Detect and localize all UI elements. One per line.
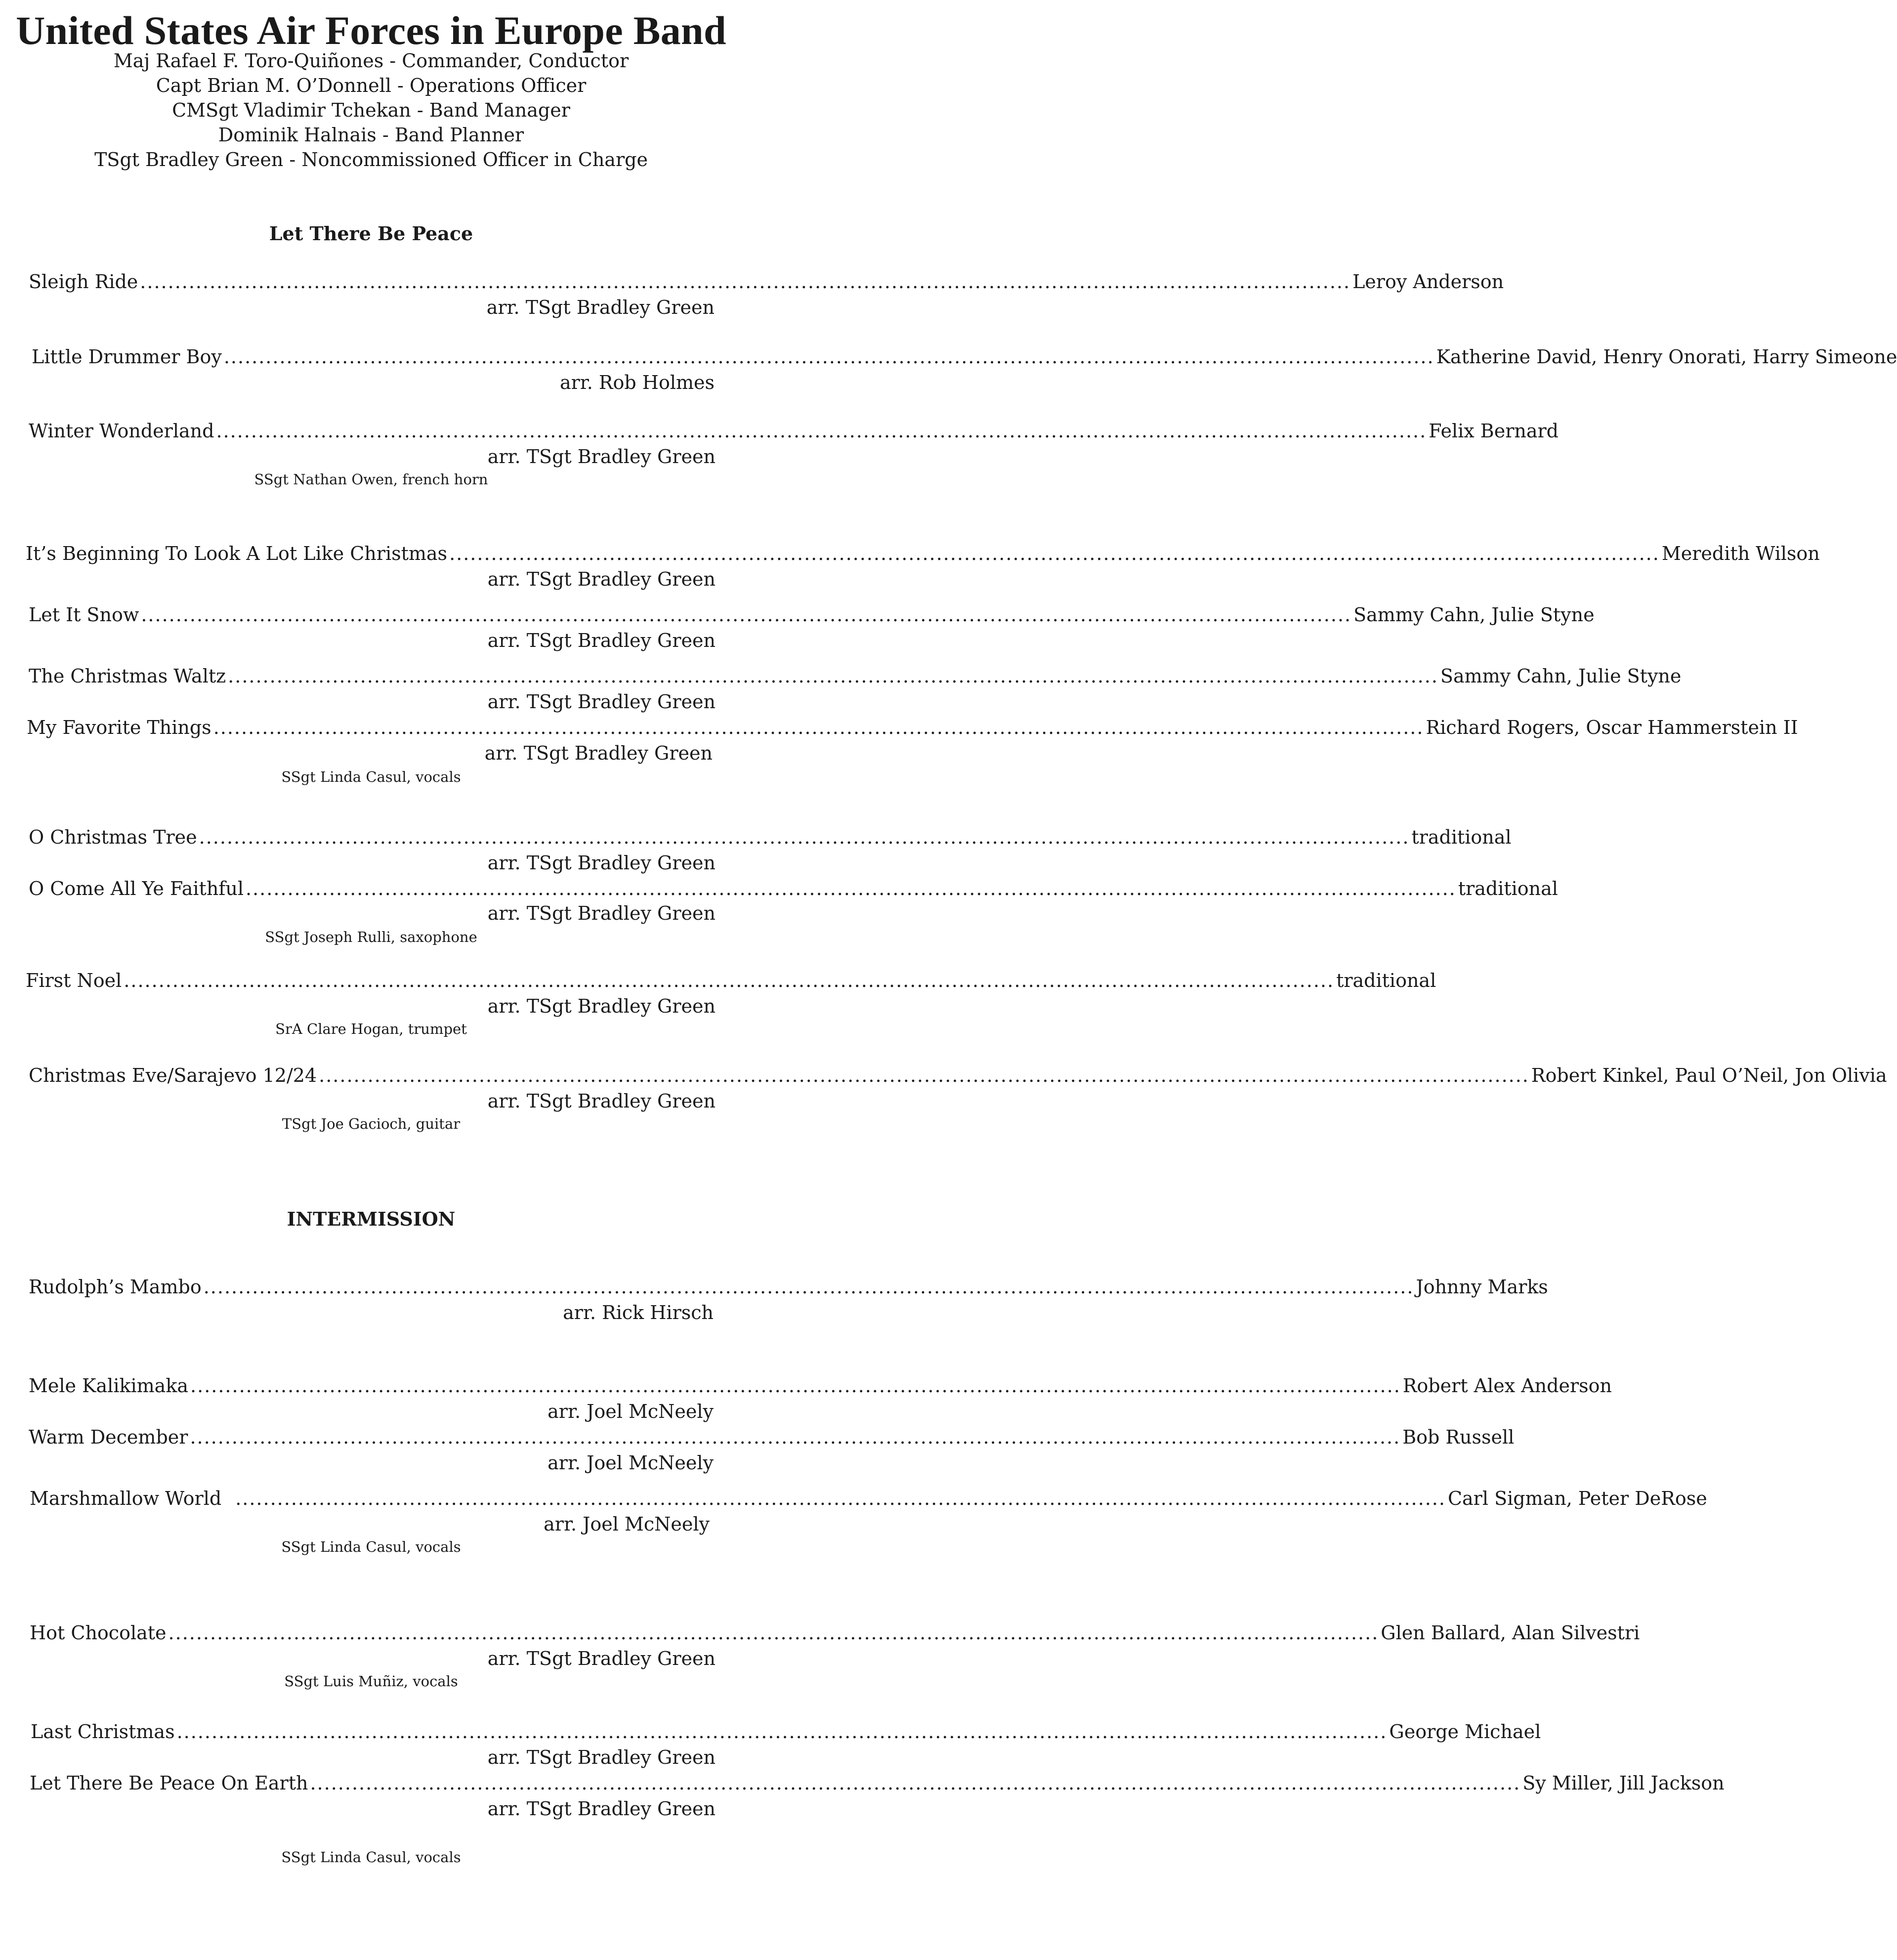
piece-composer: traditional — [1336, 970, 1436, 991]
program-entry — [29, 1424, 1515, 1450]
piece-title: O Come All Ye Faithful — [29, 878, 244, 899]
piece-arranger: arr. TSgt Bradley Green — [487, 630, 716, 651]
program-entry — [30, 1620, 1640, 1646]
piece-composer: Leroy Anderson — [1352, 271, 1504, 293]
leader-dots: .............................................................................................................................................................................. — [246, 878, 1456, 899]
performer-credit: TSgt Joe Gacioch, guitar — [282, 1115, 461, 1132]
staff-line-commander: Maj Rafael F. Toro-Quiñones - Commander, Conductor — [113, 50, 629, 72]
program-entry — [30, 1770, 1725, 1796]
piece-composer: Glen Ballard, Alan Silvestri — [1381, 1622, 1640, 1644]
piece-arranger: arr. Joel McNeely — [548, 1452, 714, 1474]
leader-dots: .............................................................................................................................................................................. — [168, 1622, 1379, 1644]
piece-composer: Richard Rogers, Oscar Hammerstein II — [1426, 717, 1798, 738]
piece-arranger: arr. TSgt Bradley Green — [487, 691, 716, 713]
leader-dots: .............................................................................................................................................................................. — [213, 717, 1424, 738]
leader-dots: .............................................................................................................................................................................. — [449, 543, 1660, 564]
program-entry — [26, 968, 1436, 993]
piece-title: O Christmas Tree — [29, 826, 197, 848]
program-entry — [29, 602, 1595, 628]
program-entry — [29, 1063, 1887, 1088]
program-entry — [27, 715, 1798, 740]
piece-arranger: arr. TSgt Bradley Green — [487, 446, 716, 468]
staff-line-planner: Dominik Halnais - Band Planner — [218, 124, 524, 146]
piece-arranger: arr. TSgt Bradley Green — [487, 568, 716, 590]
leader-dots: .............................................................................................................................................................................. — [216, 420, 1427, 442]
piece-composer: Robert Alex Anderson — [1402, 1375, 1612, 1397]
leader-dots: .............................................................................................................................................................................. — [190, 1426, 1401, 1448]
program-entry — [29, 269, 1504, 295]
piece-title: Rudolph’s Mambo — [29, 1276, 202, 1298]
program-entry — [29, 876, 1558, 901]
leader-dots: .............................................................................................................................................................................. — [141, 604, 1352, 626]
performer-credit: SSgt Linda Casul, vocals — [281, 1538, 461, 1555]
performer-credit: SSgt Luis Muñiz, vocals — [284, 1673, 458, 1690]
piece-arranger: arr. TSgt Bradley Green — [484, 742, 713, 764]
piece-composer: Johnny Marks — [1416, 1276, 1548, 1298]
piece-composer: Sy Miller, Jill Jackson — [1522, 1772, 1725, 1794]
piece-arranger: arr. TSgt Bradley Green — [487, 1798, 716, 1820]
piece-title: Winter Wonderland — [29, 420, 214, 442]
piece-composer: Carl Sigman, Peter DeRose — [1447, 1488, 1707, 1509]
leader-dots: .............................................................................................................................................................................. — [203, 1276, 1414, 1298]
program-entry — [26, 541, 1820, 566]
piece-composer: traditional — [1411, 826, 1512, 848]
leader-dots: .............................................................................................................................................................................. — [310, 1772, 1521, 1794]
program-entry — [29, 1373, 1612, 1399]
performer-credit: SSgt Linda Casul, vocals — [281, 768, 461, 785]
program-entry — [30, 1486, 1707, 1511]
program-section-title: Let There Be Peace — [269, 222, 473, 245]
piece-composer: Bob Russell — [1402, 1426, 1515, 1448]
piece-title: Mele Kalikimaka — [29, 1375, 189, 1397]
piece-title: Christmas Eve/Sarajevo 12/24 — [29, 1065, 317, 1086]
staff-line-manager: CMSgt Vladimir Tchekan - Band Manager — [172, 99, 570, 121]
piece-arranger: arr. TSgt Bradley Green — [487, 1648, 716, 1669]
piece-title: Little Drummer Boy — [32, 346, 222, 368]
piece-composer: Katherine David, Henry Onorati, Harry Simeone — [1436, 346, 1897, 368]
leader-dots: .............................................................................................................................................................................. — [124, 970, 1335, 991]
intermission-heading: INTERMISSION — [287, 1208, 456, 1230]
piece-arranger: arr. TSgt Bradley Green — [486, 297, 715, 318]
piece-arranger: arr. TSgt Bradley Green — [487, 1090, 716, 1112]
performer-credit: SSgt Nathan Owen, french horn — [254, 471, 488, 488]
leader-dots: .............................................................................................................................................................................. — [140, 271, 1351, 293]
piece-composer: George Michael — [1389, 1721, 1541, 1743]
piece-arranger: arr. TSgt Bradley Green — [487, 902, 716, 924]
piece-title: My Favorite Things — [27, 717, 211, 738]
piece-arranger: arr. Rob Holmes — [559, 372, 715, 393]
leader-dots: .............................................................................................................................................................................. — [235, 1488, 1446, 1509]
piece-composer: Sammy Cahn, Julie Styne — [1353, 604, 1595, 626]
piece-arranger: arr. Joel McNeely — [544, 1513, 710, 1535]
leader-dots: .............................................................................................................................................................................. — [319, 1065, 1529, 1086]
leader-dots: .............................................................................................................................................................................. — [199, 826, 1410, 848]
piece-title: Last Christmas — [31, 1721, 175, 1743]
leader-dots: .............................................................................................................................................................................. — [228, 665, 1438, 687]
leader-dots: .............................................................................................................................................................................. — [223, 346, 1434, 368]
performer-credit: SSgt Joseph Rulli, saxophone — [265, 929, 477, 945]
leader-dots: .............................................................................................................................................................................. — [190, 1375, 1401, 1397]
piece-arranger: arr. TSgt Bradley Green — [487, 995, 716, 1017]
piece-title: First Noel — [26, 970, 122, 991]
piece-composer: Sammy Cahn, Julie Styne — [1440, 665, 1682, 687]
program-entry — [32, 344, 1897, 370]
program-title: United States Air Forces in Europe Band — [16, 8, 726, 53]
program-entry — [29, 824, 1512, 850]
staff-line-operations: Capt Brian M. O’Donnell - Operations Officer — [156, 75, 587, 96]
program-entry — [29, 1274, 1548, 1300]
staff-line-ncoic: TSgt Bradley Green - Noncommissioned Officer in Charge — [94, 149, 648, 170]
performer-credit: SSgt Linda Casul, vocals — [281, 1849, 461, 1866]
piece-arranger: arr. TSgt Bradley Green — [487, 1747, 716, 1768]
program-entry — [29, 663, 1682, 689]
program-entry — [31, 1719, 1541, 1745]
piece-title: Warm December — [29, 1426, 188, 1448]
performer-credit: SrA Clare Hogan, trumpet — [275, 1021, 467, 1037]
piece-composer: traditional — [1458, 878, 1558, 899]
piece-title: Let There Be Peace On Earth — [30, 1772, 308, 1794]
piece-title: Marshmallow World — [30, 1488, 222, 1509]
program-entry — [29, 418, 1559, 444]
piece-arranger: arr. Joel McNeely — [548, 1401, 714, 1422]
piece-composer: Robert Kinkel, Paul O’Neil, Jon Olivia — [1531, 1065, 1887, 1086]
piece-title: Hot Chocolate — [30, 1622, 167, 1644]
piece-title: The Christmas Waltz — [29, 665, 226, 687]
piece-title: Sleigh Ride — [29, 271, 138, 293]
piece-arranger: arr. Rick Hirsch — [563, 1302, 714, 1323]
leader-dots: .............................................................................................................................................................................. — [176, 1721, 1388, 1743]
piece-title: Let It Snow — [29, 604, 139, 626]
piece-arranger: arr. TSgt Bradley Green — [487, 852, 716, 874]
piece-composer: Felix Bernard — [1429, 420, 1559, 442]
piece-title: It’s Beginning To Look A Lot Like Christmas — [26, 543, 448, 564]
piece-composer: Meredith Wilson — [1661, 543, 1820, 564]
